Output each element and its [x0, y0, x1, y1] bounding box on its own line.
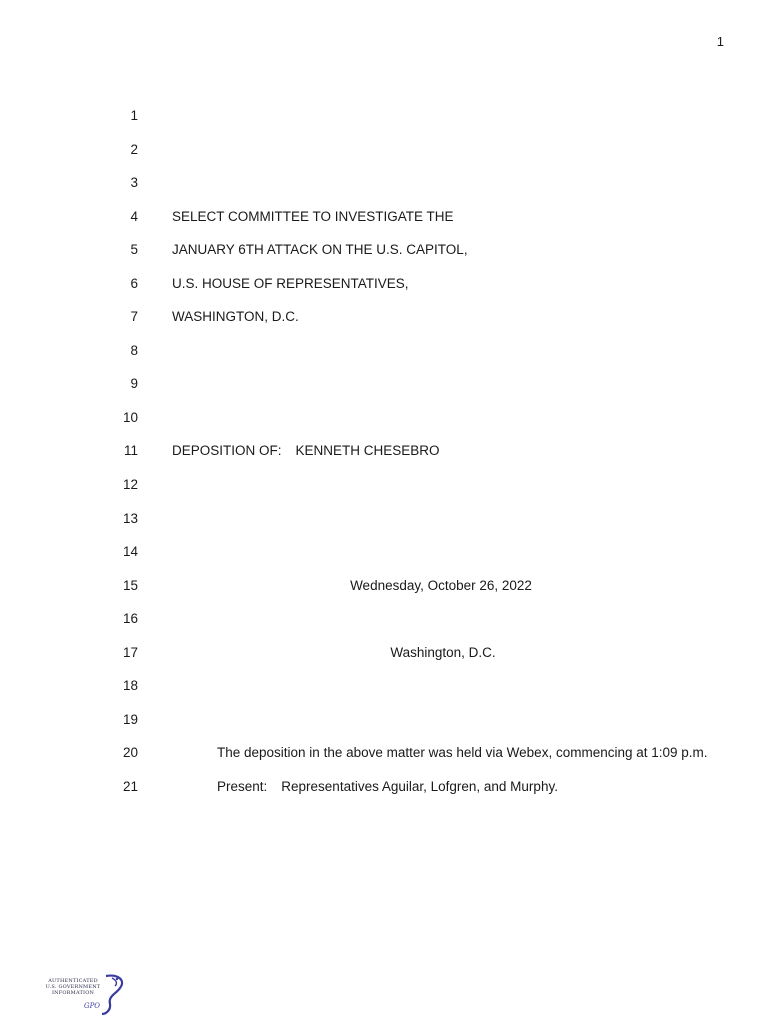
transcript-line: [0, 439, 768, 473]
present-line: [217, 779, 558, 794]
line-number: 15: [122, 577, 138, 593]
transcript-body: [0, 104, 768, 808]
line-number: 19: [122, 711, 138, 727]
line-number: 9: [130, 376, 138, 392]
line-number: 21: [122, 778, 138, 794]
line-number: 16: [122, 611, 138, 627]
committee-title-line: JANUARY 6TH ATTACK ON THE U.S. CAPITOL,: [172, 242, 468, 258]
committee-title-line: SELECT COMMITTEE TO INVESTIGATE THE: [172, 208, 454, 224]
transcript-line: [0, 339, 768, 373]
transcript-line: [0, 272, 768, 306]
transcript-line: [0, 372, 768, 406]
deposition-of-line: [172, 443, 440, 458]
transcript-line: [0, 473, 768, 507]
line-number: 1: [130, 108, 138, 123]
location-line: WASHINGTON, D.C.: [172, 309, 299, 325]
deposition-statement: The deposition in the above matter was held via Webex, commencing at 1:09 p.m.: [217, 745, 708, 761]
gpo-authentication-logo: [42, 972, 132, 1018]
deposition-place: Washington, D.C.: [390, 644, 496, 660]
present-label: Present:: [217, 778, 268, 794]
transcript-line: [0, 406, 768, 440]
line-number: 5: [130, 242, 138, 258]
eagle-icon: [98, 972, 128, 1016]
transcript-line: [0, 674, 768, 708]
page-number: 1: [716, 34, 724, 49]
line-number: 13: [122, 510, 138, 526]
authentication-text: AUTHENTICATED U.S. GOVERNMENT INFORMATION: [45, 978, 101, 996]
house-line: U.S. HOUSE OF REPRESENTATIVES,: [172, 275, 409, 291]
transcript-line: [0, 540, 768, 574]
transcript-line: [0, 741, 768, 775]
line-number: 18: [122, 678, 138, 694]
deponent-name: KENNETH CHESEBRO: [295, 443, 440, 459]
line-number: 8: [130, 342, 138, 358]
line-number: 12: [122, 477, 138, 493]
deposition-label: DEPOSITION OF:: [172, 443, 282, 459]
transcript-line: [0, 171, 768, 205]
line-number: 20: [122, 745, 138, 761]
transcript-line: [0, 138, 768, 172]
line-number: 4: [130, 208, 138, 224]
transcript-line: [0, 775, 768, 809]
line-number: 11: [123, 443, 138, 459]
transcript-line: [0, 238, 768, 272]
line-number: 17: [122, 644, 138, 660]
transcript-line: [0, 104, 768, 138]
deposition-date: Wednesday, October 26, 2022: [350, 577, 532, 593]
gpo-mark: GPO: [84, 1002, 101, 1010]
line-number: 10: [122, 409, 138, 425]
transcript-line: [0, 607, 768, 641]
line-number: 14: [122, 544, 138, 560]
line-number: 7: [130, 309, 138, 325]
transcript-line: [0, 574, 768, 608]
transcript-line: [0, 507, 768, 541]
line-number: 2: [130, 141, 138, 157]
line-number: 3: [130, 175, 138, 191]
transcript-line: [0, 641, 768, 675]
transcript-line: [0, 708, 768, 742]
line-number: 6: [130, 275, 138, 291]
transcript-line: [0, 305, 768, 339]
present-members: Representatives Aguilar, Lofgren, and Murphy.: [281, 778, 558, 794]
transcript-line: [0, 205, 768, 239]
